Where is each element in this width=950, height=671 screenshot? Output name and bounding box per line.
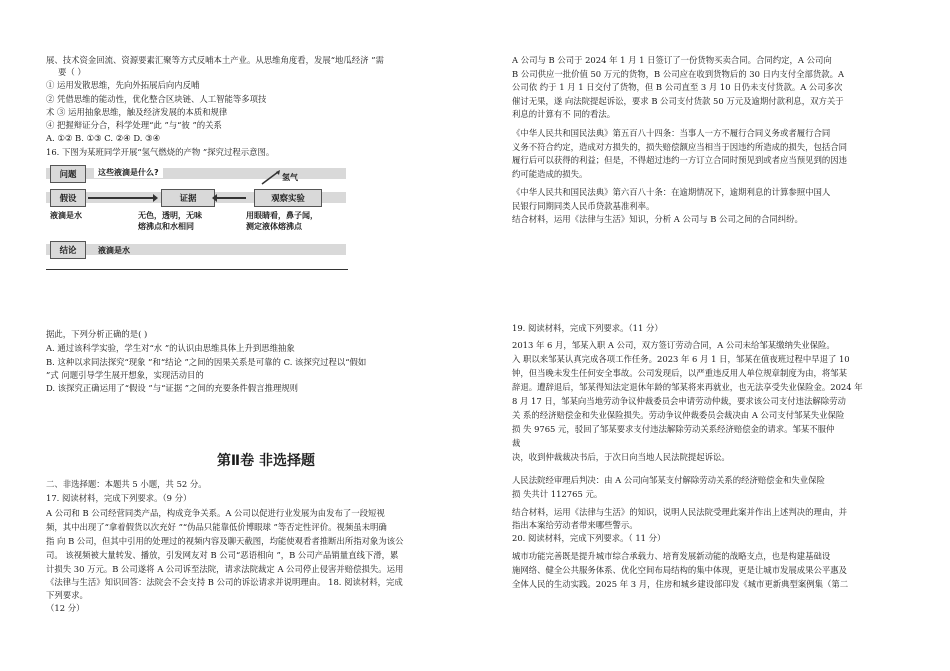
option-line: B. 这种以求同法探究“现象 ”和“结论 ”之间的因果关系是可靠的 C. 该探究过程以“假如	[46, 357, 367, 367]
text-line: 结合材料，运用《法律与生活》知识，分析 A 公司与 B 公司之间的合同纠纷。	[512, 214, 803, 224]
option-line: 术 ③ 运用抽象思维，触及经济发展的本质和规律	[46, 107, 228, 117]
text-line: 2013 年 6 月，邹某入职 A 公司，双方签订劳动合同，A 公司未给邹某缴纳失业保险。	[512, 340, 835, 350]
text-line: A 公司与 B 公司于 2024 年 1 月 1 日签订了一份货物买卖合同。合同约定，A 公司向	[512, 55, 832, 65]
text-line: 城市功能完善既是提升城市综合承载力、培育发展新动能的战略支点，也是构建基础设	[512, 551, 831, 561]
text-line: （12 分）	[46, 603, 85, 613]
text-line: 下列要求。	[46, 590, 88, 600]
text-line: 20. 阅读材料，完成下列要求。（ 11 分）	[512, 533, 666, 543]
text-line: 《中华人民共和国民法典》第五百八十四条：当事人一方不履行合同义务或者履行合同	[512, 128, 831, 138]
text-line: 二、非选择题：本题共 5 小题，共 52 分。	[46, 479, 207, 489]
evidence-label: 证据	[161, 189, 215, 207]
text-line: 结合材料，运用《法律与生活》的知识，说明人民法院受理此案并作出上述判决的理由，并	[512, 507, 847, 517]
text-line: 指出本案给劳动者带来哪些警示。	[512, 520, 638, 530]
evidence-text: 无色，透明，无味	[138, 211, 202, 220]
text-line: 司。 该视频被大量转发、播放，引发网友对 B 公司“恶语相向 ”，B 公司产品销量直线下滑，累	[46, 550, 399, 560]
experiment-diagram	[46, 152, 348, 268]
text-line: 裁	[512, 438, 521, 448]
conclusion-label: 结论	[50, 241, 86, 259]
text-line: 要（ ）	[58, 67, 86, 77]
text-line: 指 向 B 公司，但其中引用的处理过的视频内容及聊天截图，均能使观看者推断出所指对象为该公	[46, 536, 404, 546]
arrow-icon	[216, 197, 246, 199]
text-line: 计损失 30 万元。B 公司遂将 A 公司诉至法院，请求法院裁定 A 公司停止侵害并赔偿损失。运用	[46, 564, 404, 574]
text-line: 催讨无果，遂 向法院提起诉讼，要求 B 公司支付货款 50 万元及逾期付款利息，双方关于	[512, 96, 844, 106]
text-line: 决，收到仲裁裁决书后，于次日向当地人民法院提起诉讼。	[512, 452, 730, 462]
text-line: 损 失共计 112765 元。	[512, 489, 603, 499]
text-line: 义务不符合约定，造成对方损失的，损失赔偿额应当相当于因违约所造成的损失，包括合同	[512, 142, 847, 152]
option-line: A. 通过该科学实验，学生对“水 ”的认识由思维具体上升到思维抽象	[46, 343, 295, 353]
text-line: 损 失 9765 元，驳回了邹某要求支付违法解除劳动关系经济赔偿金的请求。邹某不服仲	[512, 424, 835, 434]
text-line: 关 系的经济赔偿金和失业保险损失。劳动争议仲裁委员会裁决由 A 公司支付邹某失业保险	[512, 410, 845, 420]
text-line: 《法律与生活》知识回答：法院会不会支持 B 公司的诉讼请求并说明理由。 18. 阅读材料，完成	[46, 577, 403, 587]
hypothesis-label: 假设	[50, 189, 86, 207]
flame-icon	[258, 170, 282, 186]
text-line: 履行后可以获得的利益；但是，不得超过违约一方订立合同时预见到或者应当预见到的因违	[512, 155, 847, 165]
text-line: 19. 阅读材料，完成下列要求。（11 分）	[512, 323, 663, 333]
experiment-label: 观察实验	[254, 189, 322, 207]
question-text: 这些液滴是什么?	[94, 167, 163, 178]
text-line: 施网络、健全公共服务体系、优化空间布局结构的集中体现，更是让城市发展成果公平惠及	[512, 565, 847, 575]
question-line: 据此，下列分析正确的是( )	[46, 329, 148, 339]
text-line: A 公司和 B 公司经营同类产品，构成竞争关系。A 公司以促进行业发展为由发布了一段短视	[46, 508, 385, 518]
text-line: 公司依 约于 1 月 1 日交付了货物，但 B 公司直至 3 月 10 日仍未支付货款。A 公司多次	[512, 82, 843, 92]
experiment-text: 用眼睛看，鼻子闻，	[246, 211, 318, 220]
text-line: 约可能造成的损失。	[512, 169, 588, 179]
text-line: 利息的计算有不 同的看法。	[512, 109, 616, 119]
experiment-text: 测定液体熔沸点	[246, 222, 302, 231]
question-row-bar	[46, 168, 346, 179]
question-label: 问题	[50, 165, 86, 183]
option-line: ”式 问题引导学生展开想象，实现活动目的	[46, 370, 204, 380]
hypothesis-text: 液滴是水	[50, 211, 82, 220]
text-line: 频，其中出现了“拿着假货以次充好 ”“伪品只能靠低价博眼球 ”等否定性评价。视频虽未明确	[46, 522, 387, 532]
conclusion-text: 液滴是水	[98, 246, 130, 255]
option-line: D. 该探究正确运用了“假设 ”与“证据 ”之间的充要条件假言推理规则	[46, 383, 298, 393]
option-line: ② 凭借思维的能动性，优化整合区块链、人工智能等多项技	[46, 94, 267, 104]
option-line: ① 运用发散思维，先向外拓展后向内反哺	[46, 80, 200, 90]
text-line: 人民法院经审理后判决：由 A 公司向邹某支付解除劳动关系的经济赔偿金和失业保险	[512, 475, 825, 485]
section-title: 第Ⅱ卷 非选择题	[216, 453, 316, 469]
arrow-icon	[88, 197, 154, 199]
gas-label: 氢气	[282, 173, 298, 182]
text-line: B 公司供应一批价值 50 万元的货物，B 公司应在收到货物后的 30 日内支付全部货款。A	[512, 69, 845, 79]
question-line: 16. 下图为某班同学开展“氢气燃烧的产物 ”探究过程示意图。	[46, 147, 275, 157]
evidence-text: 熔沸点和水相同	[138, 222, 194, 231]
text-line: 辞退。遭辞退后，邹某得知法定退休年龄的邹某将来再就业，也无法享受失业保险金。2024 年	[512, 382, 863, 392]
divider	[46, 269, 348, 270]
text-line: 8 月 17 日，邹某向当地劳动争议仲裁委员会申请劳动仲裁，要求该公司支付违法解除劳动	[512, 396, 846, 406]
text-line: 《中华人民共和国民法典》第六百八十条：在逾期情况下，逾期利息的计算参照中国人	[512, 187, 831, 197]
choices-line: A. ①② B. ①③ C. ②④ D. ③④	[46, 133, 161, 143]
text-line: 展、技术资金回流、资源要素汇聚等方式反哺本土产业。从思维角度看，发展“地瓜经济 ”需	[46, 55, 384, 65]
text-line: 全体人民的生动实践。2025 年 3 月，住房和城乡建设部印发《城市更新典型案例集（第二	[512, 579, 849, 589]
conclusion-row-bar	[46, 244, 346, 255]
option-line: ④ 把握辩证分合，科学处理“此 ”与“彼 ”的关系	[46, 120, 222, 130]
text-line: 钟，但当晚未发生任何安全事故。公司发现后，以严重违反用人单位规章制度为由，将邹某	[512, 368, 847, 378]
text-line: 入 职以来邹某认真完成各项工作任务。2023 年 6 月 1 日，邹某在值夜班过程中早退了 10	[512, 354, 850, 364]
text-line: 民银行同期同类人民币贷款基准利率。	[512, 201, 655, 211]
text-line: 17. 阅读材料，完成下列要求。（9 分）	[46, 493, 192, 503]
